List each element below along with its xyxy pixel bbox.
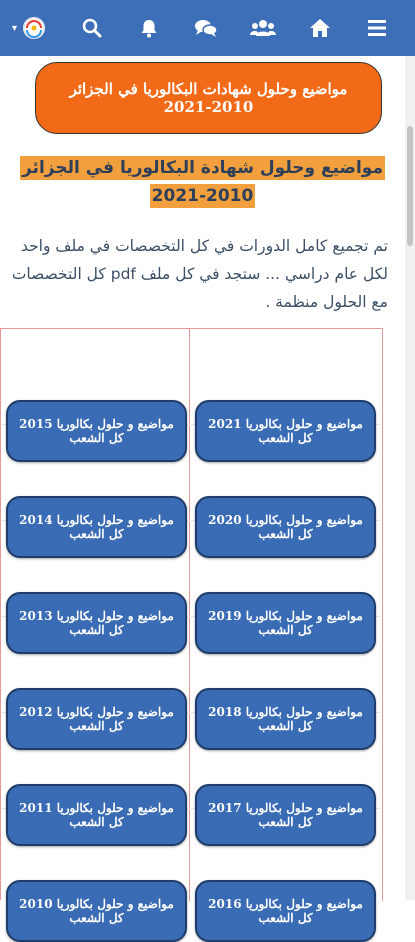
grid-divider (189, 329, 190, 901)
bac-2011-button[interactable]: مواضيع و حلول بكالوريا 2011 كل الشعب (6, 784, 187, 846)
article-title-banner: مواضيع وحلول شهادات البكالوريا في الجزائر 2010-2021 (35, 62, 382, 134)
top-navbar (0, 0, 415, 56)
heading-line-2: 2021-2010 (151, 186, 254, 206)
article-intro: تم تجميع كامل الدورات في كل التخصصات في ملف واحد لكل عام دراسي ... ستجد في كل ملف pdf كل التخصصات مع الحلول منظمة . (11, 237, 388, 311)
bac-2018-button[interactable]: مواضيع و حلول بكالوريا 2018 كل الشعب (195, 688, 376, 750)
page-scrollbar[interactable] (405, 56, 415, 900)
bac-2010-button[interactable]: مواضيع و حلول بكالوريا 2010 كل الشعب (6, 880, 187, 942)
language-switcher[interactable] (12, 17, 45, 39)
home-icon[interactable] (291, 0, 348, 56)
bac-2014-button[interactable]: مواضيع و حلول بكالوريا 2014 كل الشعب (6, 496, 187, 558)
bac-2013-button[interactable]: مواضيع و حلول بكالوريا 2013 كل الشعب (6, 592, 187, 654)
bell-icon[interactable] (120, 0, 177, 56)
bac-2016-button[interactable]: مواضيع و حلول بكالوريا 2016 كل الشعب (195, 880, 376, 942)
bac-2019-button[interactable]: مواضيع و حلول بكالوريا 2019 كل الشعب (195, 592, 376, 654)
bac-2021-button[interactable]: مواضيع و حلول بكالوريا 2021 كل الشعب (195, 400, 376, 462)
scroll-thumb[interactable] (407, 126, 413, 246)
chevron-down-icon[interactable]: ▾ (12, 22, 18, 34)
article-heading (0, 154, 405, 210)
grid-divider (382, 329, 383, 901)
bac-2015-button[interactable]: مواضيع و حلول بكالوريا 2015 كل الشعب (6, 400, 187, 462)
menu-icon[interactable] (348, 0, 405, 56)
bac-2012-button[interactable]: مواضيع و حلول بكالوريا 2012 كل الشعب (6, 688, 187, 750)
downloads-grid (0, 328, 383, 925)
bac-2017-button[interactable]: مواضيع و حلول بكالوريا 2017 كل الشعب (195, 784, 376, 846)
heading-line-1: مواضيع وحلول شهادة البكالوريا في الجزائر (21, 158, 383, 178)
language-flag-icon[interactable] (23, 17, 45, 39)
users-icon[interactable] (234, 0, 291, 56)
search-icon[interactable] (63, 0, 120, 56)
chat-icon[interactable] (177, 0, 234, 56)
bac-2020-button[interactable]: مواضيع و حلول بكالوريا 2020 كل الشعب (195, 496, 376, 558)
